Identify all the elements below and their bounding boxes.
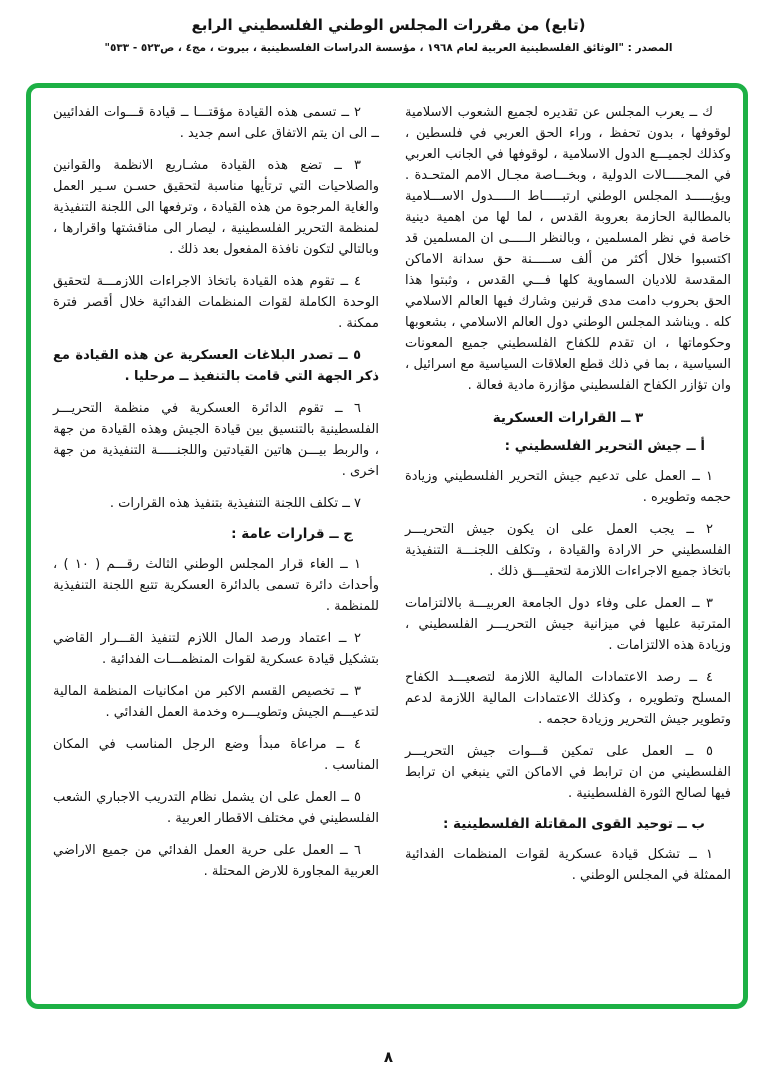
- paragraph: ٢ ــ تسمى هذه القيادة مؤقتـــا ــ قيادة قـــوات الفدائيين ــ الى ان يتم الاتفاق على اسم جديد .: [53, 105, 379, 141]
- paragraph: ٦ ــ العمل على حرية العمل الفدائي من جميع الاراضي العربية المجاورة للارض المحتلة .: [53, 843, 379, 879]
- page-number: ٨: [383, 1048, 394, 1066]
- paragraph: ١ ــ تشكل قيادة عسكرية لقوات المنظمات الفدائية الممثلة في المجلس الوطني .: [405, 847, 731, 883]
- two-column-layout: [53, 102, 731, 1004]
- paragraph: ٥ ــ العمل على ان يشمل نظام التدريب الاجباري الشعب الفلسطيني في مختلف الاقطار العربية .: [53, 790, 379, 826]
- paragraph: ٣ ــ العمل على وفاء دول الجامعة العربيـــة بالالتزامات المترتبة عليها في ميزانية جيش التحريـــر الفلسطيني ، وزيادة هذه الالتزامات .: [405, 596, 731, 653]
- paragraph: ٤ ــ رصد الاعتمادات المالية اللازمة لتصعيـــد الكفاح المسلح وتطويره ، وكذلك الاعتمادات المالية اللازمة لدعم وتطوير جيش التحرير وزيادة حجمه .: [405, 670, 731, 727]
- column-left: [53, 102, 379, 1004]
- paragraph: ك ــ يعرب المجلس عن تقديره لجميع الشعوب الاسلامية لوقوفها ، بدون تحفظ ، وراء الحق العربي في فلسطين ، وكذلك لجميـــع الدول الاسلامية ، لوقوفها في الجانب العربي في المجـــــالات الدولية ، وبخـــاصة مجـال الامم المتحـدة . ويؤيـــــد المجلس الوطني ارتبـــــاط الـــــدول الاســـلامية بالمطالبة الحازمة بعروبة القدس ، لما لها من اهمية دينية خاصة في نظر المسلمين ، وبالنظر الـــــى ان المسلمين قد اكتسبوا خلال أكثر من ألف ســـــنة حق سدانة الاماكن المقدسة للاديان السماوية كلها فـــي القدس ، وثبتوا هذا الحق بحروب دامت مدى قرنين وشارك فيها العالم الاسلامي كله . ويناشد المجلس الوطني دول العالم الاسلامي ، بشعوبها وحكوماتها ، ان تقدم للكفاح الفلسطيني جميع المعونات السياسية ، بما في ذلك قطع العلاقات السياسية مع اسرائيل ، وان تؤازر الكفاح الفلسطيني مؤازرة مادية فعالة .: [405, 105, 731, 393]
- paragraph: ٤ ــ مراعاة مبدأ وضع الرجل المناسب في المكان المناسب .: [53, 737, 379, 773]
- page-title: (تابع) من مقررات المجلس الوطني الفلسطيني الرابع: [191, 16, 586, 34]
- paragraph: ١ ــ الغاء قرار المجلس الوطني الثالث رقـــم ( ١٠ ) ، وأحداث دائرة تسمى بالدائرة العسكرية تتبع اللجنة التنفيذية للمنظمة .: [53, 557, 379, 614]
- column-right: [405, 102, 731, 1004]
- paragraph: ٣ ــ تضع هذه القيادة مشـاريع الانظمة والقوانين والصلاحيات التي ترتأيها مناسبة لتحقيق حسـن سـير العمل والغاية المرجوة من هذه القيادة ، وترفعها الى اللجنة التنفيذية لمنظمة التحرير الفلسطينية ، ليصار الى مناقشتها واقرارها ، وبالتالي لتكون نافذة المفعول بعد ذلك .: [53, 158, 379, 257]
- paragraph: ٤ ــ تقوم هذه القيادة باتخاذ الاجراءات اللازمـــة لتحقيق الوحدة الكاملة لقوات المنظمات الفدائية خلال أقصر فترة ممكنة .: [53, 274, 379, 331]
- paragraph: ١ ــ العمل على تدعيم جيش التحرير الفلسطيني وزيادة حجمه وتطويره .: [405, 469, 731, 505]
- paragraph: ٧ ــ تكلف اللجنة التنفيذية بتنفيذ هذه القرارات .: [109, 496, 361, 511]
- paragraph: ٣ ــ تخصيص القسم الاكبر من امكانيات المنظمة المالية لتدعيـــم الجيش وتطويـــره وخدمة العمل الفدائي .: [53, 684, 379, 720]
- source-citation: المصدر : "الوثائق الفلسطينية العربية لعام ١٩٦٨ ، مؤسسة الدراسات الفلسطينية ، بيروت ، مج٤ ، ص٥٢٣ - ٥٣٣": [104, 42, 673, 54]
- paragraph: ٦ ــ تقوم الدائرة العسكرية في منظمة التحريـــر الفلسطينية بالتنسيق بين قيادة الجيش وهذه القيادة من جهة ، والربط بيـــن هاتين القيادتين واللجنـــــة التنفيذية من جهة اخرى .: [53, 401, 379, 479]
- subsection-heading-general-decisions: ج ــ قرارات عامة :: [231, 526, 353, 542]
- subsection-heading-liberation-army: أ ــ جيش التحرير الفلسطيني :: [504, 438, 705, 454]
- paragraph: ٥ ــ تصدر البلاغات العسكرية عن هذه القيادة مع ذكر الجهة التي قامت بالتنفيذ ــ مرحليا .: [53, 348, 379, 384]
- paragraph: ٢ ــ اعتماد ورصد المال اللازم لتنفيذ القـــرار القاضي بتشكيل قيادة عسكرية لقوات المنظمـــات الفدائية .: [53, 631, 379, 667]
- paragraph: ٥ ــ العمل على تمكين قـــوات جيش التحريـــر الفلسطيني من ان ترابط في الاماكن التي ينبغي ان ترابط فيها لصالح الثورة الفلسطينية .: [405, 744, 731, 801]
- document-header: [0, 16, 777, 54]
- subsection-heading-unify-forces: ب ــ توحيد القوى المقاتلة الفلسطينية :: [442, 816, 705, 832]
- green-border-frame: [26, 83, 748, 1009]
- paragraph: ٢ ــ يجب العمل على ان يكون جيش التحريـــر الفلسطيني حر الارادة والقيادة ، وتكلف اللجنـــة التنفيذية باتخاذ جميع الاجراءات اللازمة لتحقيـــق ذلك .: [405, 522, 731, 579]
- section-heading-military-decisions: ٣ ــ القرارات العسكرية: [492, 410, 644, 426]
